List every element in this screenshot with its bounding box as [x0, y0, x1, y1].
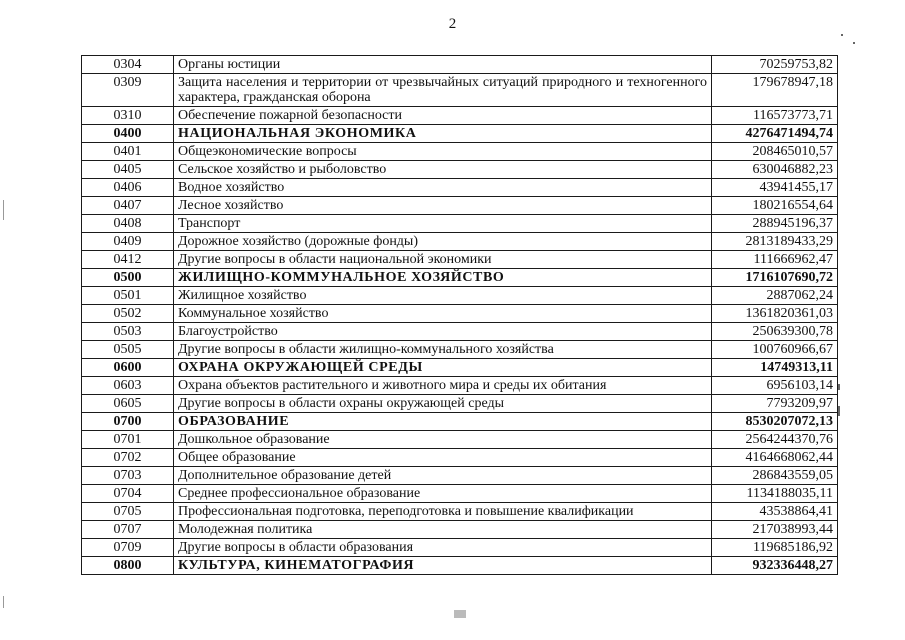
row-name: ОБРАЗОВАНИЕ [174, 413, 712, 431]
row-amount: 14749313,11 [712, 359, 838, 377]
row-name: ОХРАНА ОКРУЖАЮЩЕЙ СРЕДЫ [174, 359, 712, 377]
row-code: 0505 [82, 341, 174, 359]
table-row [82, 233, 838, 251]
row-code: 0502 [82, 305, 174, 323]
row-code: 0500 [82, 269, 174, 287]
table-row [82, 431, 838, 449]
row-amount: 116573773,71 [712, 107, 838, 125]
row-amount: 8530207072,13 [712, 413, 838, 431]
table-row [82, 215, 838, 233]
table-row [82, 179, 838, 197]
row-amount: 208465010,57 [712, 143, 838, 161]
row-name: Охрана объектов растительного и животного мира и среды их обитания [174, 377, 712, 395]
table-row [82, 305, 838, 323]
row-name: Органы юстиции [174, 56, 712, 74]
row-name: Другие вопросы в области национальной экономики [174, 251, 712, 269]
row-code: 0406 [82, 179, 174, 197]
table-section-row [82, 557, 838, 575]
table-row [82, 323, 838, 341]
row-amount: 111666962,47 [712, 251, 838, 269]
row-name: Водное хозяйство [174, 179, 712, 197]
table-row [82, 107, 838, 125]
row-name: Сельское хозяйство и рыболовство [174, 161, 712, 179]
row-name: Общеэкономические вопросы [174, 143, 712, 161]
row-code: 0707 [82, 521, 174, 539]
page-number: 2 [448, 16, 457, 32]
row-code: 0310 [82, 107, 174, 125]
row-name: НАЦИОНАЛЬНАЯ ЭКОНОМИКА [174, 125, 712, 143]
row-code: 0309 [82, 74, 174, 107]
row-name: Дошкольное образование [174, 431, 712, 449]
row-amount: 4164668062,44 [712, 449, 838, 467]
row-name: Жилищное хозяйство [174, 287, 712, 305]
row-code: 0800 [82, 557, 174, 575]
table-section-row [82, 359, 838, 377]
row-code: 0405 [82, 161, 174, 179]
table-row [82, 539, 838, 557]
scan-speck [3, 200, 4, 220]
row-code: 0401 [82, 143, 174, 161]
row-amount: 180216554,64 [712, 197, 838, 215]
table-row [82, 161, 838, 179]
row-code: 0412 [82, 251, 174, 269]
table-row [82, 74, 838, 107]
row-name: Благоустройство [174, 323, 712, 341]
table-section-row [82, 413, 838, 431]
table-row [82, 56, 838, 74]
row-code: 0407 [82, 197, 174, 215]
row-amount: 4276471494,74 [712, 125, 838, 143]
row-name: Общее образование [174, 449, 712, 467]
row-name: Другие вопросы в области жилищно-коммунального хозяйства [174, 341, 712, 359]
budget-table-body [82, 56, 838, 575]
scan-speck [853, 42, 855, 44]
row-code: 0501 [82, 287, 174, 305]
row-name: Профессиональная подготовка, переподготовка и повышение квалификации [174, 503, 712, 521]
table-row [82, 485, 838, 503]
row-name: Дорожное хозяйство (дорожные фонды) [174, 233, 712, 251]
scan-speck [3, 596, 4, 608]
table-row [82, 467, 838, 485]
row-amount: 217038993,44 [712, 521, 838, 539]
row-amount: 6956103,14 [712, 377, 838, 395]
row-amount: 1361820361,03 [712, 305, 838, 323]
row-amount: 100760966,67 [712, 341, 838, 359]
row-amount: 119685186,92 [712, 539, 838, 557]
row-name: Другие вопросы в области образования [174, 539, 712, 557]
row-code: 0605 [82, 395, 174, 413]
row-name: Среднее профессиональное образование [174, 485, 712, 503]
table-section-row [82, 269, 838, 287]
scan-speck [454, 610, 466, 618]
row-name: Дополнительное образование детей [174, 467, 712, 485]
table-row [82, 377, 838, 395]
row-code: 0409 [82, 233, 174, 251]
table-row [82, 521, 838, 539]
row-amount: 7793209,97 [712, 395, 838, 413]
row-amount: 1716107690,72 [712, 269, 838, 287]
row-name: Обеспечение пожарной безопасности [174, 107, 712, 125]
row-code: 0704 [82, 485, 174, 503]
row-amount: 2887062,24 [712, 287, 838, 305]
row-amount: 286843559,05 [712, 467, 838, 485]
row-amount: 43538864,41 [712, 503, 838, 521]
table-row [82, 251, 838, 269]
row-code: 0702 [82, 449, 174, 467]
row-code: 0408 [82, 215, 174, 233]
scan-speck [838, 384, 840, 390]
table-row [82, 143, 838, 161]
row-code: 0701 [82, 431, 174, 449]
row-amount: 43941455,17 [712, 179, 838, 197]
row-amount: 288945196,37 [712, 215, 838, 233]
row-amount: 1134188035,11 [712, 485, 838, 503]
row-amount: 2813189433,29 [712, 233, 838, 251]
row-amount: 250639300,78 [712, 323, 838, 341]
row-code: 0503 [82, 323, 174, 341]
row-code: 0705 [82, 503, 174, 521]
row-amount: 630046882,23 [712, 161, 838, 179]
row-code: 0400 [82, 125, 174, 143]
scan-speck [841, 34, 843, 36]
row-name: Транспорт [174, 215, 712, 233]
table-row [82, 395, 838, 413]
scan-speck [838, 406, 840, 416]
row-amount: 70259753,82 [712, 56, 838, 74]
row-code: 0709 [82, 539, 174, 557]
table-row [82, 341, 838, 359]
table-row [82, 449, 838, 467]
row-amount: 932336448,27 [712, 557, 838, 575]
table-row [82, 197, 838, 215]
row-code: 0603 [82, 377, 174, 395]
row-name: Другие вопросы в области охраны окружающей среды [174, 395, 712, 413]
budget-table [81, 55, 838, 575]
row-name: Защита населения и территории от чрезвычайных ситуаций природного и техногенного характера, гражданская оборона [174, 74, 712, 107]
row-name: Лесное хозяйство [174, 197, 712, 215]
row-amount: 2564244370,76 [712, 431, 838, 449]
row-name: Молодежная политика [174, 521, 712, 539]
row-code: 0304 [82, 56, 174, 74]
table-section-row [82, 125, 838, 143]
row-name: ЖИЛИЩНО-КОММУНАЛЬНОЕ ХОЗЯЙСТВО [174, 269, 712, 287]
table-row [82, 287, 838, 305]
row-amount: 179678947,18 [712, 74, 838, 107]
row-code: 0600 [82, 359, 174, 377]
row-name: Коммунальное хозяйство [174, 305, 712, 323]
row-code: 0700 [82, 413, 174, 431]
table-row [82, 503, 838, 521]
row-code: 0703 [82, 467, 174, 485]
row-name: КУЛЬТУРА, КИНЕМАТОГРАФИЯ [174, 557, 712, 575]
